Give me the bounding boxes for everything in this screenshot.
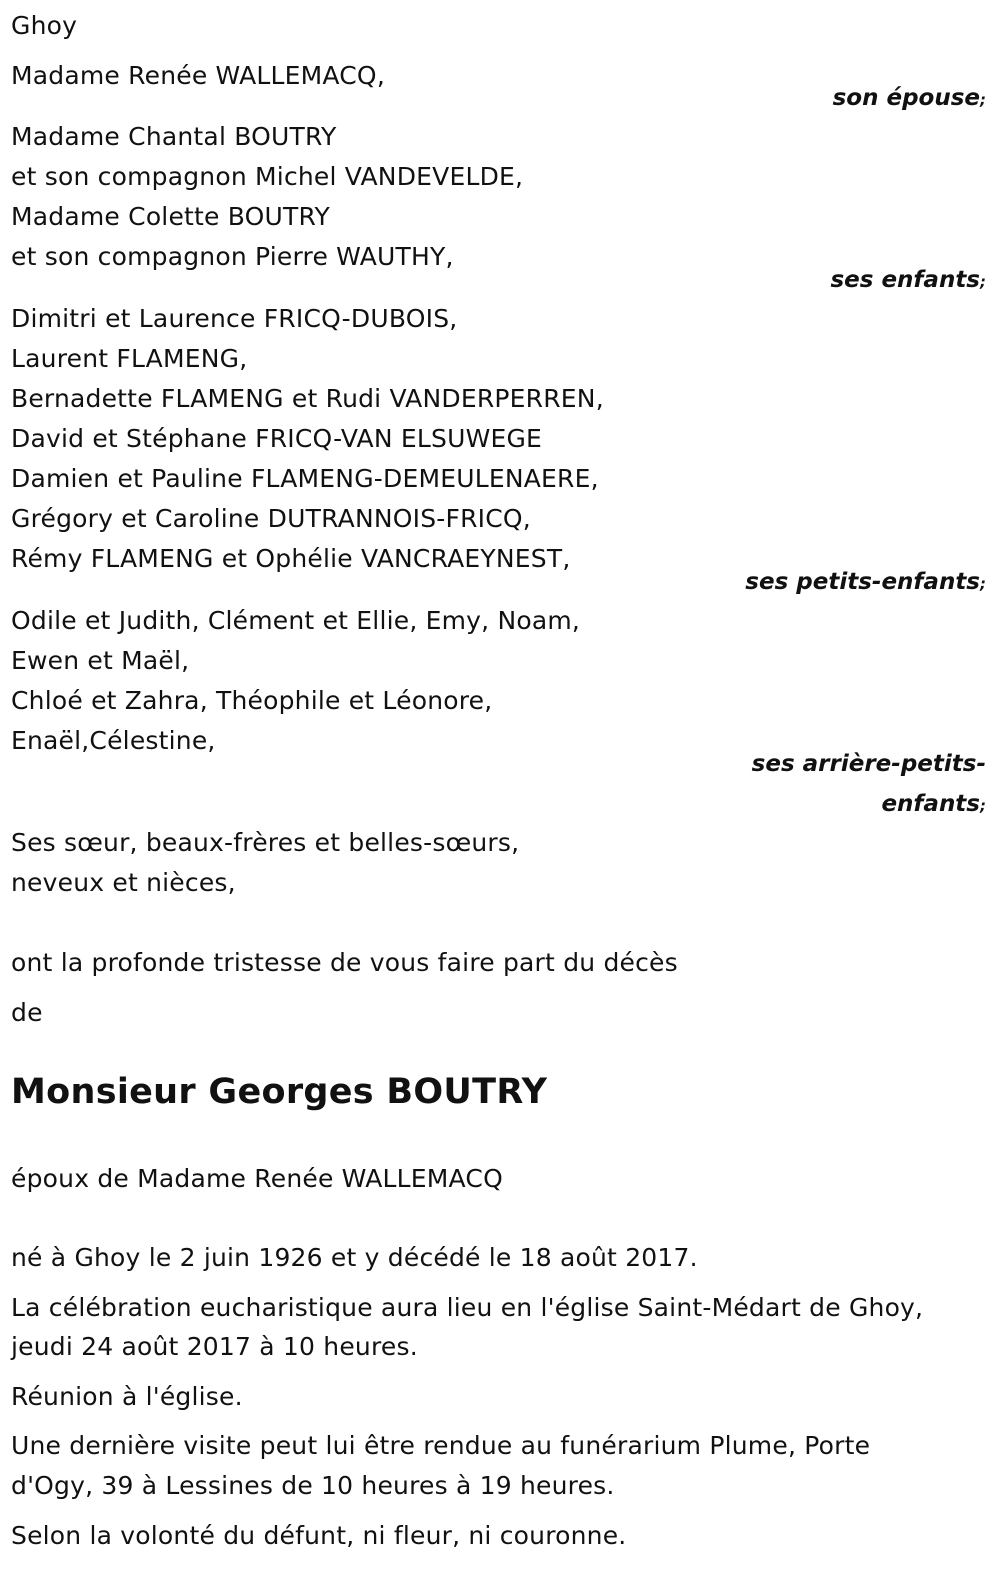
great-grandchild-line: Odile et Judith, Clément et Ellie, Emy, Noam,	[11, 606, 581, 635]
grandchild-line: Damien et Pauline FLAMENG-DEMEULENAERE,	[11, 464, 599, 493]
deceased-spouse-of: époux de Madame Renée WALLEMACQ	[11, 1164, 503, 1193]
child-line: et son compagnon Michel VANDEVELDE,	[11, 162, 524, 191]
visit-info: Une dernière visite peut lui être rendue au funérarium Plume, Porte	[11, 1431, 871, 1460]
spouse-name: Madame Renée WALLEMACQ,	[11, 61, 385, 90]
locality: Ghoy	[11, 11, 78, 40]
child-line: et son compagnon Pierre WAUTHY,	[11, 242, 454, 271]
announcement-de: de	[11, 998, 43, 1027]
birth-death-info: né à Ghoy le 2 juin 1926 et y décédé le 18 août 2017.	[11, 1243, 698, 1272]
grandchild-line: Bernadette FLAMENG et Rudi VANDERPERREN,	[11, 384, 604, 413]
role-spouse: son épouse;	[832, 85, 986, 111]
relatives-line: Ses sœur, beaux-frères et belles-sœurs,	[11, 828, 520, 857]
grandchild-line: Dimitri et Laurence FRICQ-DUBOIS,	[11, 304, 458, 333]
role-children: ses enfants;	[830, 267, 986, 293]
announcement-text: ont la profonde tristesse de vous faire part du décès	[11, 948, 678, 977]
role-great-grandchildren-line2: enfants;	[881, 791, 986, 817]
grandchild-line: Grégory et Caroline DUTRANNOIS-FRICQ,	[11, 504, 531, 533]
meeting-info: Réunion à l'église.	[11, 1382, 243, 1411]
relatives-line: neveux et nièces,	[11, 868, 236, 897]
role-grandchildren: ses petits-enfants;	[745, 569, 986, 595]
deceased-name: Monsieur Georges BOUTRY	[11, 1072, 548, 1112]
great-grandchild-line: Ewen et Maël,	[11, 646, 190, 675]
great-grandchild-line: Enaël,Célestine,	[11, 726, 216, 755]
child-line: Madame Colette BOUTRY	[11, 202, 330, 231]
grandchild-line: David et Stéphane FRICQ-VAN ELSUWEGE	[11, 424, 543, 453]
great-grandchild-line: Chloé et Zahra, Théophile et Léonore,	[11, 686, 493, 715]
grandchild-line: Laurent FLAMENG,	[11, 344, 248, 373]
visit-info: d'Ogy, 39 à Lessines de 10 heures à 19 heures.	[11, 1471, 615, 1500]
grandchild-line: Rémy FLAMENG et Ophélie VANCRAEYNEST,	[11, 544, 571, 573]
child-line: Madame Chantal BOUTRY	[11, 122, 337, 151]
ceremony-info: jeudi 24 août 2017 à 10 heures.	[11, 1332, 418, 1361]
final-wish: Selon la volonté du défunt, ni fleur, ni couronne.	[11, 1521, 627, 1550]
role-great-grandchildren-line1: ses arrière-petits-	[751, 751, 986, 777]
ceremony-info: La célébration eucharistique aura lieu en l'église Saint-Médart de Ghoy,	[11, 1293, 924, 1322]
